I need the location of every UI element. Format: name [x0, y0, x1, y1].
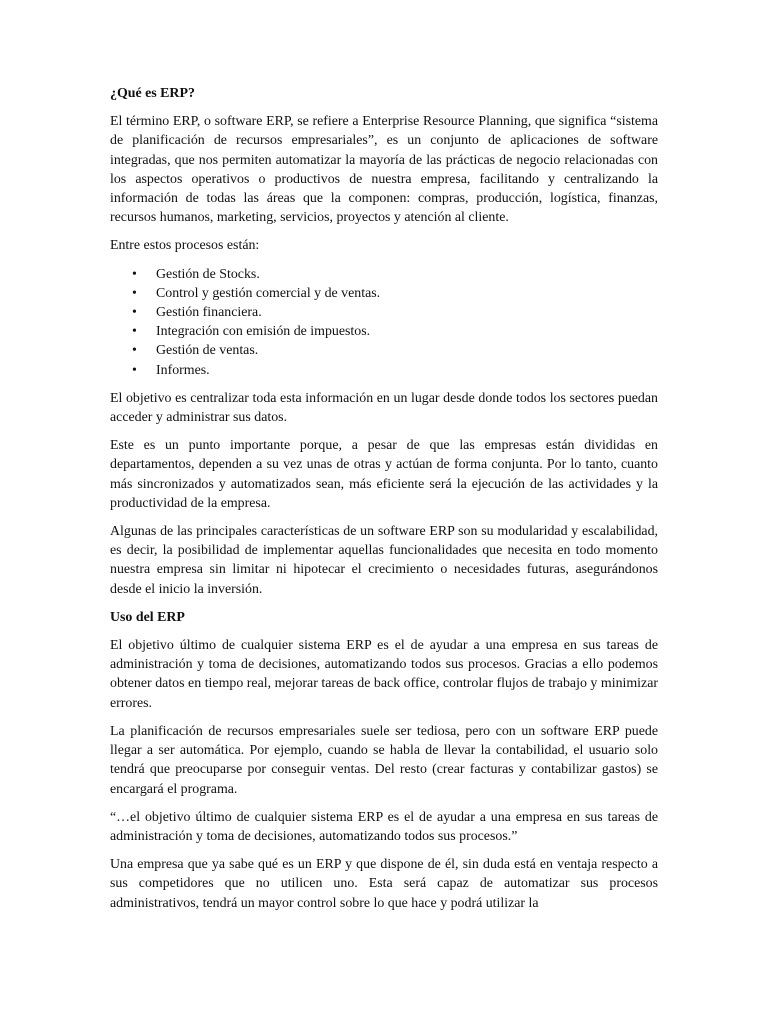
- paragraph-erp-definition: El término ERP, o software ERP, se refiere a Enterprise Resource Planning, que significa “sistema de planificación de recursos empresariales”, es un conjunto de aplicaciones de software integradas, que nos permiten automatizar la mayoría de las prácticas de negocio relacionadas con los aspectos operativos o productivos de nuestra empresa, facilitando y centralizando la información de todas las áreas que la componen: compras, producción, logística, finanzas, recursos humanos, marketing, servicios, proyectos y atención al cliente.: [110, 114, 658, 226]
- paragraph-punto-importante: Este es un punto importante porque, a pesar de que las empresas están divididas en departamentos, dependen a su vez unas de otras y actúan de forma conjunta. Por lo tanto, cuanto más sincronizados y automatizados sean, más eficiente será la ejecución de las actividades y la productividad de la empresa.: [110, 438, 658, 511]
- list-item: [132, 284, 658, 303]
- bullet-icon: •: [132, 266, 137, 282]
- paragraph-objetivo: El objetivo es centralizar toda esta información en un lugar desde donde todos los sectores puedan acceder y administrar sus datos.: [110, 390, 658, 426]
- list-item-text: Informes.: [156, 362, 210, 378]
- bullet-icon: •: [132, 285, 137, 301]
- list-item-text: Gestión de Stocks.: [156, 266, 260, 282]
- bullet-icon: •: [132, 324, 137, 340]
- paragraph-list-intro: Entre estos procesos están:: [110, 238, 260, 254]
- paragraph-objetivo-ultimo: El objetivo último de cualquier sistema ERP es el de ayudar a una empresa en sus tareas de administración y toma de decisiones, automatizando todos sus procesos. Gracias a ello podemos obtener datos en tiempo real, mejorar tareas de back office, controlar flujos de trabajo y minimizar errores.: [110, 638, 658, 711]
- list-item: [132, 322, 658, 341]
- paragraph-caracteristicas: Algunas de las principales características de un software ERP son su modularidad y escalabilidad, es decir, la posibilidad de implementar aquellas funcionalidades que necesita en todo momento nuestra empresa sin limitar ni hipotecar el crecimiento o necesidades futuras, asegurándonos desde el inicio la inversión.: [110, 524, 658, 597]
- list-item: [132, 265, 658, 284]
- paragraph-quote: “…el objetivo último de cualquier sistema ERP es el de ayudar a una empresa en sus tareas de administración y toma de decisiones, automatizando todos sus procesos.”: [110, 809, 658, 844]
- paragraph-ventaja: Una empresa que ya sabe qué es un ERP y que dispone de él, sin duda está en ventaja respecto a sus competidores que no utilicen uno. Esta será capaz de automatizar sus procesos administrativos, tendrá un mayor control sobre lo que hace y podrá utilizar la: [110, 857, 658, 911]
- heading-uso-del-erp: Uso del ERP: [110, 609, 185, 625]
- list-item-text: Integración con emisión de impuestos.: [156, 324, 371, 340]
- list-item-text: Control y gestión comercial y de ventas.: [156, 285, 381, 301]
- heading-que-es-erp: ¿Qué es ERP?: [110, 86, 195, 101]
- paragraph-planificacion: La planificación de recursos empresariales suele ser tediosa, pero con un software ERP puede llegar a ser automática. Por ejemplo, cuando se habla de llevar la contabilidad, el usuario solo tendrá que preocuparse por conseguir ventas. Del resto (crear facturas y contabilizar gastos) se encargará el programa.: [110, 723, 658, 797]
- document-page: [110, 84, 658, 922]
- list-item: [132, 303, 658, 322]
- bullet-icon: •: [132, 343, 137, 359]
- process-list: [110, 265, 658, 380]
- list-item-text: Gestión de ventas.: [156, 343, 259, 359]
- bullet-icon: •: [132, 362, 137, 378]
- list-item: [132, 341, 658, 360]
- list-item-text: Gestión financiera.: [156, 305, 262, 321]
- bullet-icon: •: [132, 305, 137, 321]
- list-item: [132, 361, 658, 380]
